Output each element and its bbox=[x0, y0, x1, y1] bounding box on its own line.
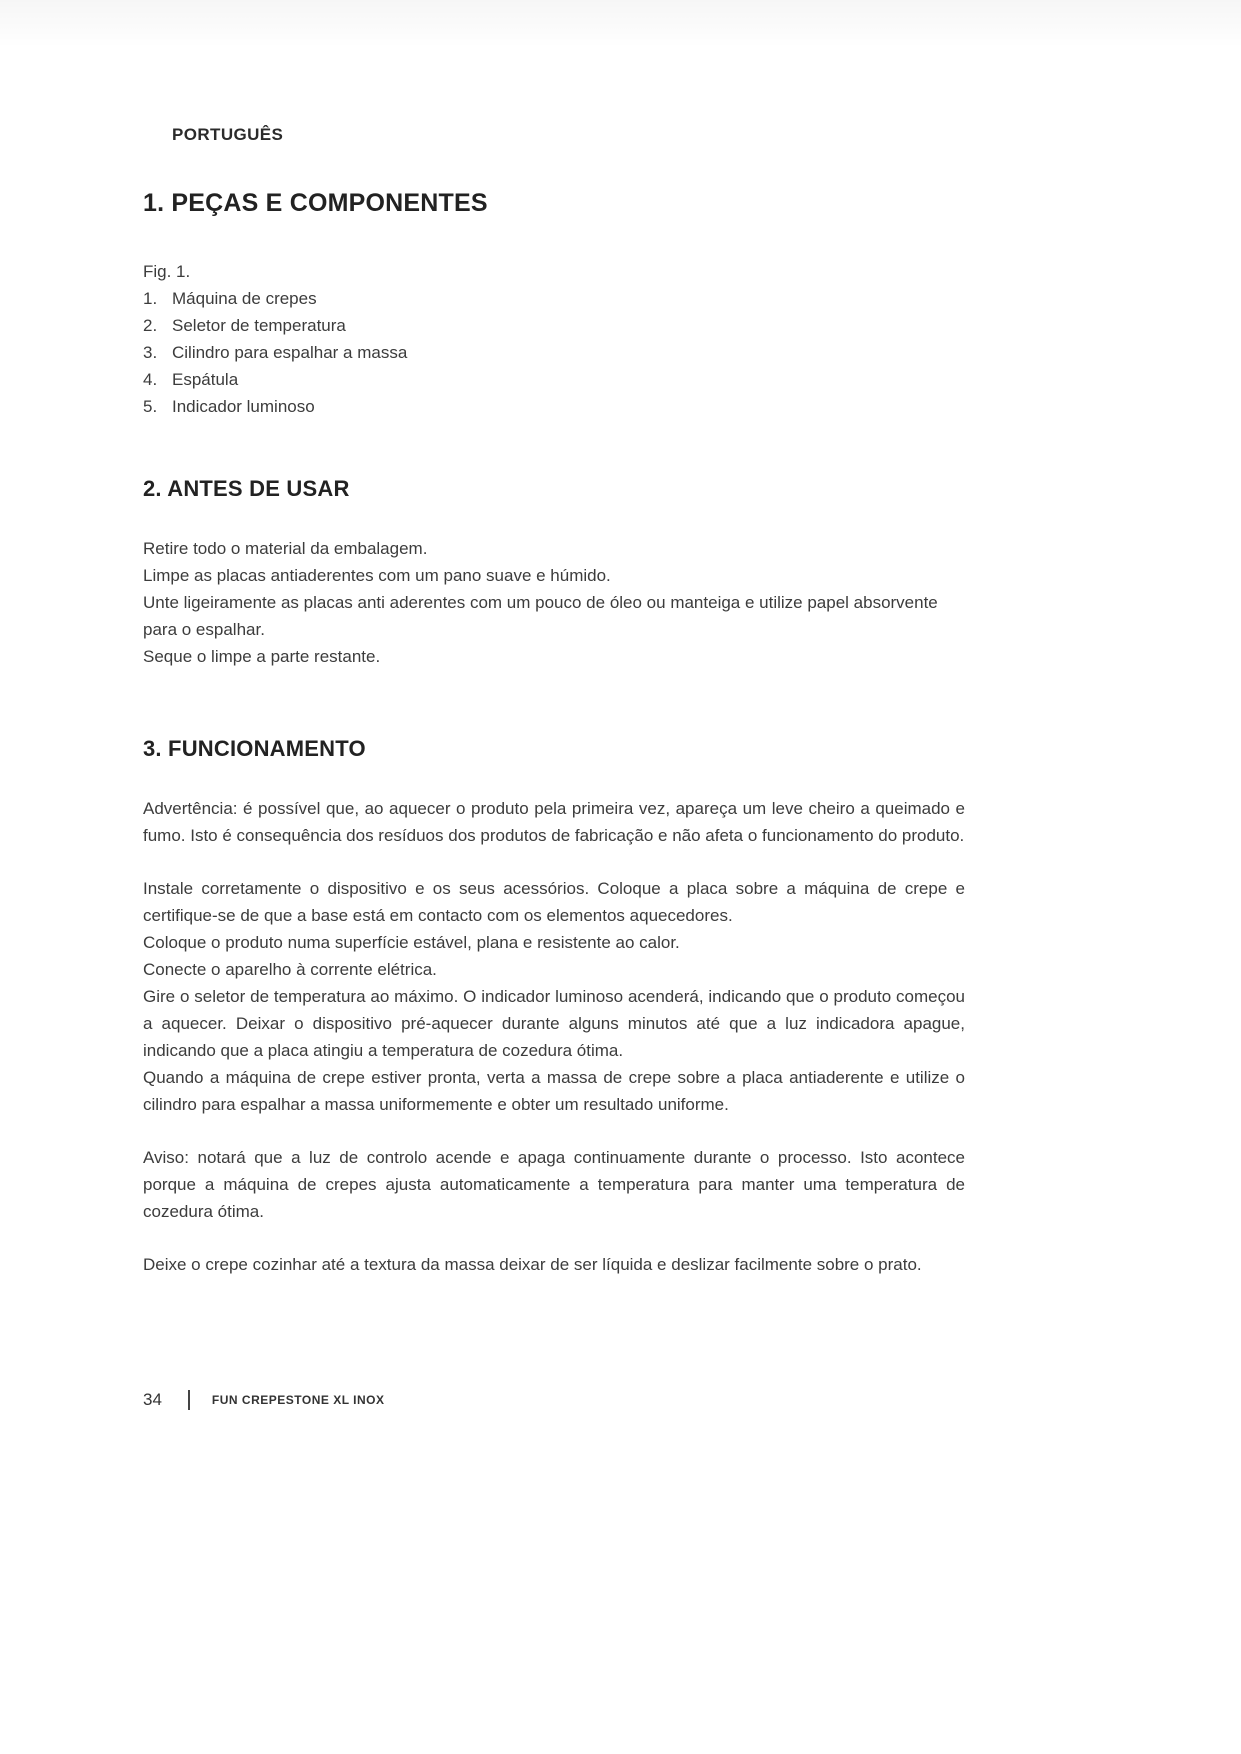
list-item-text: Seletor de temperatura bbox=[172, 316, 346, 335]
section-title-before-use: 2. ANTES DE USAR bbox=[143, 476, 350, 501]
page-number: 34 bbox=[143, 1390, 162, 1409]
section-title-components: 1. PEÇAS E COMPONENTES bbox=[143, 189, 488, 217]
warning-paragraph: Advertência: é possível que, ao aquecer o produto pela primeira vez, apareça um leve cheiro a queimado e fumo. Isto é consequência dos resíduos dos produtos de fabricação e não afeta o funcionamento do produto. bbox=[143, 799, 965, 845]
list-item-text: Cilindro para espalhar a massa bbox=[172, 343, 408, 362]
steps-group bbox=[143, 875, 965, 1118]
language-label: PORTUGUÊS bbox=[172, 125, 284, 144]
section-title-operation: 3. FUNCIONAMENTO bbox=[143, 736, 366, 761]
paragraph: Unte ligeiramente as placas anti aderentes com um pouco de óleo ou manteiga e utilize papel absorvente para o espalhar. bbox=[143, 593, 938, 639]
step-paragraph: Quando a máquina de crepe estiver pronta, verta a massa de crepe sobre a placa antiaderente e utilize o cilindro para espalhar a massa uniformemente e obter um resultado uniforme. bbox=[143, 1068, 965, 1114]
paragraph: Seque o limpe a parte restante. bbox=[143, 647, 381, 666]
list-item-number: 2. bbox=[143, 316, 158, 335]
list-item-text: Espátula bbox=[172, 370, 239, 389]
step-paragraph: Conecte o aparelho à corrente elétrica. bbox=[143, 960, 437, 979]
figure-label: Fig. 1. bbox=[143, 262, 191, 281]
operation-text bbox=[143, 795, 965, 1278]
final-group bbox=[143, 1251, 965, 1278]
list-item bbox=[143, 366, 965, 393]
step-paragraph: Gire o seletor de temperatura ao máximo. O indicador luminoso acenderá, indicando que o produto começou a aquecer. Deixar o dispositivo pré-aquecer durante alguns minutos até que a luz indicadora apague, indicando que a placa atingiu a temperatura de cozedura ótima. bbox=[143, 987, 965, 1060]
list-item bbox=[143, 285, 965, 312]
paragraph: Retire todo o material da embalagem. bbox=[143, 539, 428, 558]
paragraph: Limpe as placas antiaderentes com um pano suave e húmido. bbox=[143, 566, 611, 585]
list-item-text: Indicador luminoso bbox=[172, 397, 315, 416]
list-item-number: 3. bbox=[143, 343, 158, 362]
final-paragraph: Deixe o crepe cozinhar até a textura da massa deixar de ser líquida e deslizar facilmente sobre o prato. bbox=[143, 1255, 922, 1274]
step-paragraph: Instale corretamente o dispositivo e os seus acessórios. Coloque a placa sobre a máquina de crepe e certifique-se de que a base está em contacto com os elementos aquecedores. bbox=[143, 879, 965, 925]
footer-divider bbox=[188, 1390, 190, 1410]
list-item bbox=[143, 312, 965, 339]
list-item-number: 4. bbox=[143, 370, 158, 389]
product-name: FUN CREPESTONE XL INOX bbox=[211, 1393, 385, 1407]
warning-group bbox=[143, 795, 965, 849]
notice-paragraph: Aviso: notará que a luz de controlo acende e apaga continuamente durante o processo. Isto acontece porque a máquina de crepes ajusta automaticamente a temperatura para manter uma temperatura de cozedura ótima. bbox=[143, 1148, 965, 1221]
components-list bbox=[143, 285, 965, 420]
list-item-number: 1. bbox=[143, 289, 158, 308]
list-item-number: 5. bbox=[143, 397, 158, 416]
list-item bbox=[143, 393, 965, 420]
list-item bbox=[143, 339, 965, 366]
list-item-text: Máquina de crepes bbox=[172, 289, 317, 308]
notice-group bbox=[143, 1144, 965, 1225]
before-use-text bbox=[143, 535, 965, 670]
page-footer bbox=[143, 1390, 385, 1410]
step-paragraph: Coloque o produto numa superfície estável, plana e resistente ao calor. bbox=[143, 933, 680, 952]
